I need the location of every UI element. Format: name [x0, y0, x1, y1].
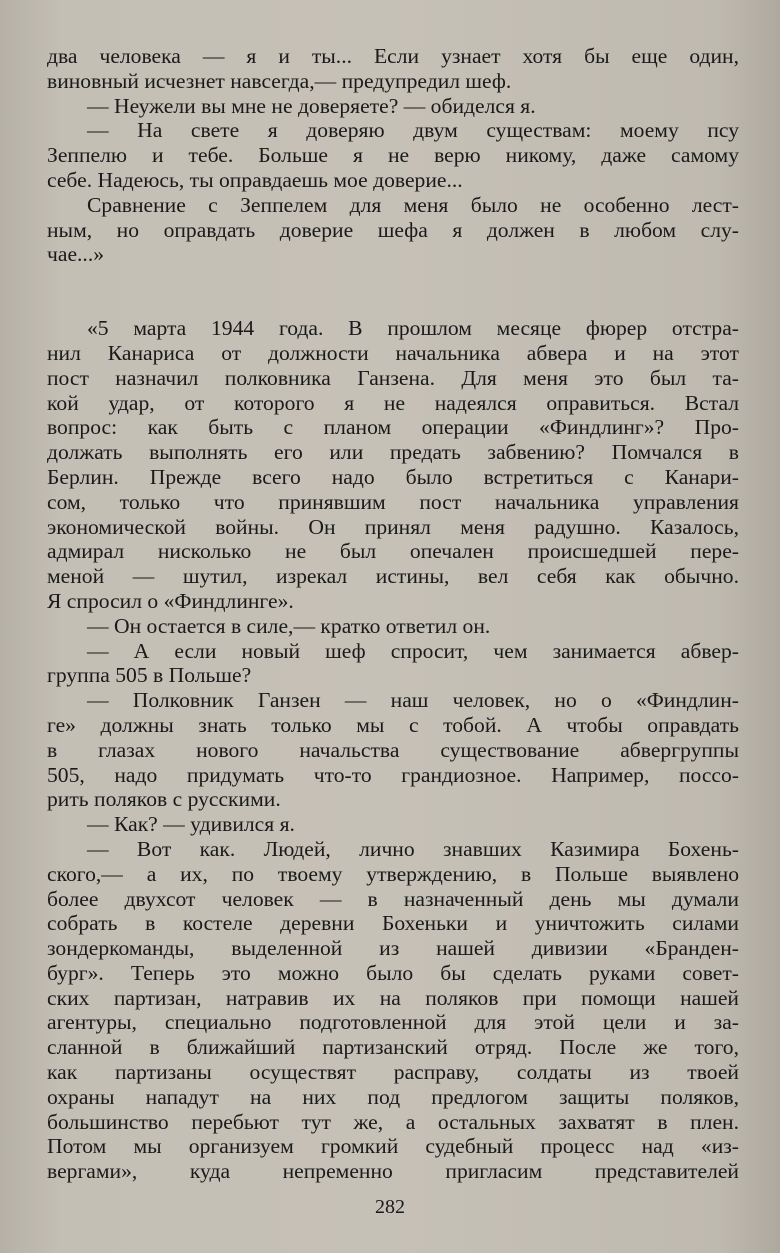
text-line: рить поляков с русскими.: [47, 787, 281, 812]
text-line: — Как? — удивился я.: [87, 812, 295, 837]
text-line: ского,— а их, по твоему утверждению, в Польше выявлено: [47, 861, 739, 886]
text-line: пост назначил полковника Ганзена. Для меня это был та-: [47, 365, 739, 390]
text-line: — А если новый шеф спросит, чем занимается абвер-: [87, 638, 739, 663]
text-line: как партизаны осуществят расправу, солдаты из твоей: [47, 1060, 739, 1085]
text-block-1: [47, 44, 739, 267]
text-line: Потом мы организуем громкий судебный процесс над «из-: [47, 1134, 739, 1159]
text-line: сланной в ближайший партизанский отряд. После же того,: [47, 1035, 739, 1060]
text-line: ских партизан, натравив их на поляков при помощи нашей: [47, 985, 739, 1010]
text-line: нил Канариса от должности начальника абвера и на этот: [47, 340, 739, 365]
text-line: — На свете я доверяю двум существам: моему псу: [87, 118, 739, 143]
text-line: Берлин. Прежде всего надо было встретиться с Канари-: [47, 464, 739, 489]
text-line: — Он остается в силе,— кратко ответил он.: [87, 613, 491, 638]
text-line: ге» должны знать только мы с тобой. А чтобы оправдать: [47, 712, 739, 737]
text-line: в глазах нового начальства существование абвергруппы: [47, 737, 739, 762]
text-line: должать выполнять его или предать забвению? Помчался в: [47, 440, 739, 465]
text-line: себе. Надеюсь, ты оправдаешь мое доверие...: [47, 167, 463, 192]
text-line: вопрос: как быть с планом операции «Финдлинг»? Про-: [47, 415, 739, 440]
text-line: 505, надо придумать что-то грандиозное. Например, поссо-: [47, 762, 739, 787]
text-line: экономической войны. Он принял меня радушно. Казалось,: [47, 514, 739, 539]
text-line: Я спросил о «Финдлинге».: [47, 588, 294, 613]
text-line: два человека — я и ты... Если узнает хотя бы еще один,: [47, 44, 739, 68]
text-line: бург». Теперь это можно было бы сделать руками совет-: [47, 960, 739, 985]
text-line: меной — шутил, изрекал истины, вел себя как обычно.: [47, 564, 739, 589]
text-line: адмирал нисколько не был опечален происшедшей пере-: [47, 539, 739, 564]
text-line: агентуры, специально подготовленной для этой цели и за-: [47, 1010, 739, 1035]
text-block-2: [47, 316, 739, 1184]
text-line: большинство перебьют тут же, а остальных захватят в плен.: [47, 1109, 739, 1134]
page-number: 282: [375, 1196, 405, 1218]
text-line: собрать в костеле деревни Бохеньки и уничтожить силами: [47, 911, 739, 936]
text-line: охраны нападут на них под предлогом защиты поляков,: [47, 1084, 739, 1109]
text-line: вергами», куда непременно пригласим представителей: [47, 1159, 739, 1184]
text-line: сом, только что принявшим пост начальника управления: [47, 489, 739, 514]
text-line: чае...»: [47, 242, 105, 267]
text-line: группа 505 в Польше?: [47, 663, 252, 688]
text-line: виновный исчезнет навсегда,— предупредил шеф.: [47, 68, 512, 93]
text-line: Сравнение с Зеппелем для меня было не особенно лест-: [87, 192, 739, 217]
text-line: — Полковник Ганзен — наш человек, но о «Финдлин-: [87, 688, 739, 713]
text-line: зондеркоманды, выделенной из нашей дивизии «Бранден-: [47, 936, 739, 961]
text-line: более двухсот человек — в назначенный день мы думали: [47, 886, 739, 911]
text-line: кой удар, от которого я не надеялся оправиться. Встал: [47, 390, 739, 415]
text-line: — Вот как. Людей, лично знавших Казимира Бохень-: [87, 836, 739, 861]
page-text: [47, 44, 739, 1184]
text-line: ным, но оправдать доверие шефа я должен в любом слу-: [47, 217, 739, 242]
text-line: «5 марта 1944 года. В прошлом месяце фюрер отстра-: [87, 316, 739, 341]
section-gap: [47, 267, 739, 316]
text-line: — Неужели вы мне не доверяете? — обиделся я.: [87, 93, 536, 118]
text-line: Зеппелю и тебе. Больше я не верю никому, даже самому: [47, 143, 739, 168]
